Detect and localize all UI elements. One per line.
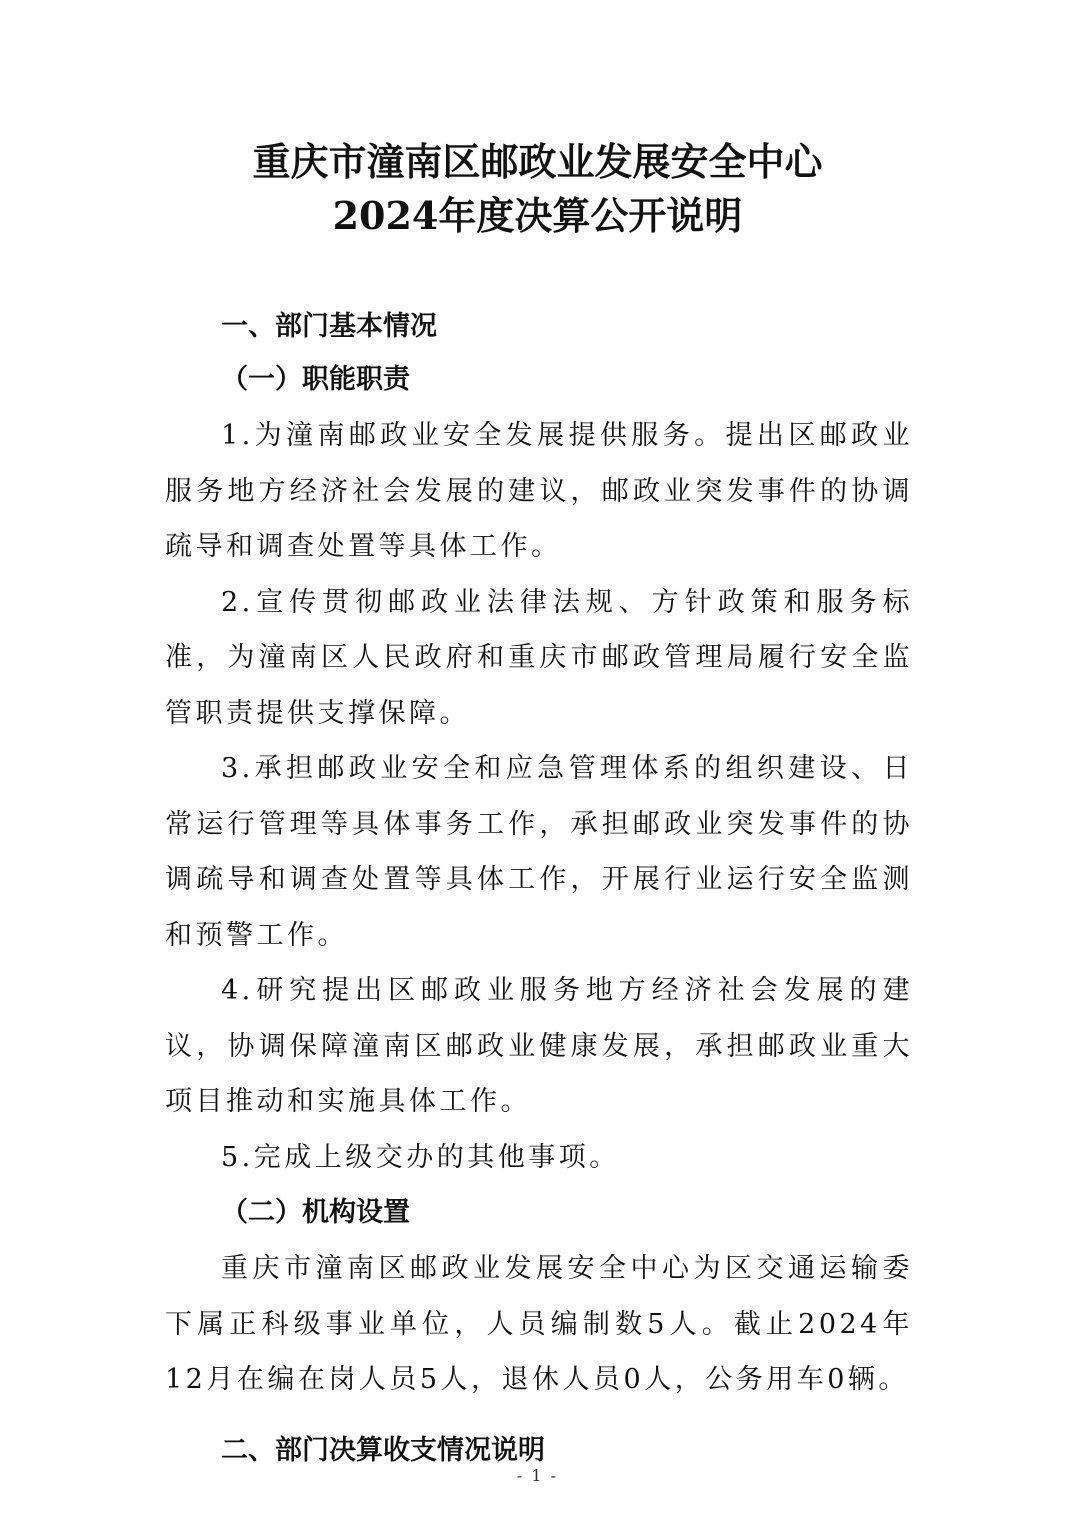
subsection-heading-organization: （二）机构设置 (221, 1197, 410, 1228)
duty-paragraph: 3.承担邮政业安全和应急管理体系的组织建设、日常运行管理等具体事务工作，承担邮政业突发事件的协调疏导和调查处置等具体工作，开展行业运行安全监测和预警工作。 (165, 753, 913, 951)
section-heading-budget: 二、部门决算收支情况说明 (221, 1434, 545, 1466)
page-number: - 1 - (516, 1466, 559, 1485)
duty-paragraph: 4.研究提出区邮政业服务地方经济社会发展的建议，协调保障潼南区邮政业健康发展，承担邮政业重大项目推动和实施具体工作。 (165, 975, 913, 1117)
subsection-heading-duties: （一）职能职责 (221, 364, 410, 395)
organization-paragraph: 重庆市潼南区邮政业发展安全中心为区交通运输委下属正科级事业单位，人员编制数5人。截止2024年12月在编在岗人员5人，退休人员0人，公务用车0辆。 (165, 1253, 913, 1395)
duty-paragraph: 5.完成上级交办的其他事项。 (221, 1141, 620, 1173)
duty-paragraph: 2.宣传贯彻邮政业法律法规、方针政策和服务标准，为潼南区人民政府和重庆市邮政管理局履行安全监管职责提供支撑保障。 (165, 586, 913, 729)
duty-paragraph: 1.为潼南邮政业安全发展提供服务。提出区邮政业服务地方经济社会发展的建议，邮政业突发事件的协调疏导和调查处置等具体工作。 (165, 420, 913, 562)
document-body (165, 302, 913, 1476)
document-title (0, 135, 1075, 243)
title-line-1: 重庆市潼南区邮政业发展安全中心 (252, 139, 823, 184)
section-heading-basic-info: 一、部门基本情况 (221, 311, 437, 342)
title-line-2: 2024年度决算公开说明 (332, 193, 743, 238)
